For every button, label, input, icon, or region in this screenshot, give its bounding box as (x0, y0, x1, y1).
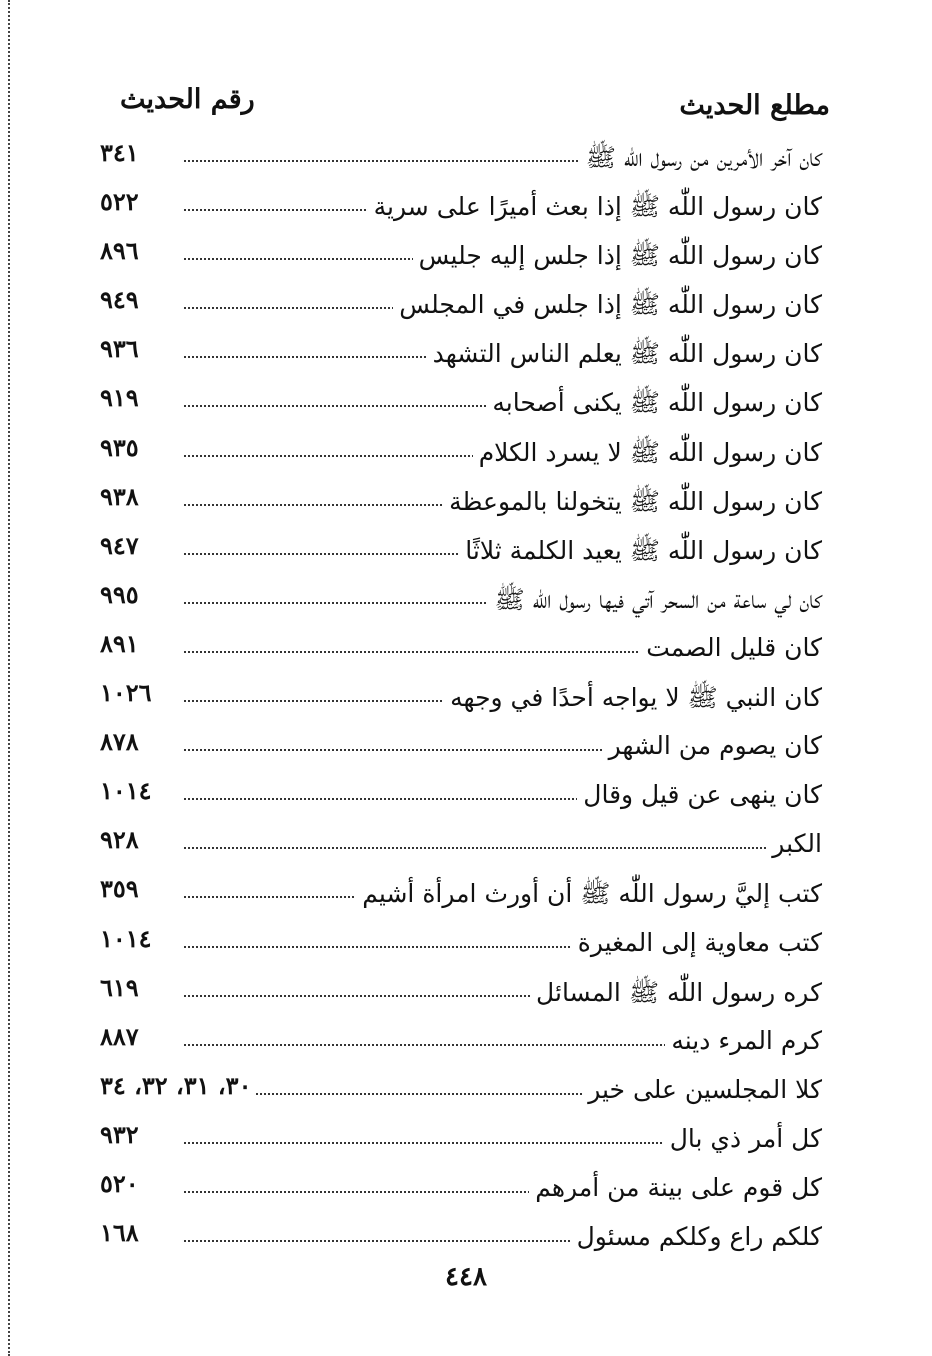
entry-text: كان رسول اللّٰه ﷺ لا يسرد الكلام (473, 437, 822, 474)
entry-text: كان ينهى عن قيل وقال (577, 780, 822, 809)
entry-number: ٩٣٢ (100, 1120, 143, 1149)
index-entry (100, 578, 822, 627)
index-entry (100, 283, 822, 332)
index-entry (100, 332, 822, 381)
entry-number: ٥٢٢ (100, 187, 143, 216)
entry-number: ٩٣٦ (100, 334, 143, 363)
index-entry (100, 971, 822, 1020)
entry-number: ٨٩١ (100, 629, 143, 658)
entry-number: ٩١٩ (100, 383, 143, 412)
entry-text: كان رسول اللّٰه ﷺ يعلم الناس التشهد (427, 338, 822, 375)
entry-number: ١٠١٤ (100, 776, 156, 805)
index-entry (100, 431, 822, 480)
index-entry (100, 627, 822, 676)
entry-text: كان رسول اللّٰه ﷺ يكنى أصحابه (486, 387, 822, 424)
entry-number: ٩٤٧ (100, 531, 143, 560)
page-number: ٤٤٨ (445, 1262, 487, 1292)
entry-number: ٨٨٧ (100, 1022, 143, 1051)
entry-text: كان رسول اللّٰه ﷺ إذا جلس في المجلس (393, 289, 822, 326)
entry-number: ١٠١٤ (100, 924, 156, 953)
entry-number: ٣٥٩ (100, 874, 143, 903)
entry-text: كان رسول اللّٰه ﷺ يعيد الكلمة ثلاثًا (459, 535, 822, 572)
index-entry (100, 529, 822, 578)
index-entry (100, 1118, 822, 1167)
entry-text: كان النبي ﷺ لا يواجه أحدًا في وجهه (444, 682, 822, 719)
entry-text: كان قليل الصمت (640, 633, 822, 662)
leader-dots (184, 847, 782, 849)
entry-number: ١٠٢٦ (100, 678, 156, 707)
index-entry (100, 1167, 822, 1216)
index-entry (100, 381, 822, 430)
entry-text: كتب إليَّ رسول اللّٰه ﷺ أن أورث امرأة أشيم (356, 878, 822, 915)
entry-text: كان رسول اللّٰه ﷺ إذا بعث أميرًا على سرية (368, 191, 822, 228)
index-entry (100, 480, 822, 529)
entry-number: ١٦٨ (100, 1218, 143, 1247)
index-entry-list (100, 136, 822, 1265)
entry-text: كره رسول اللّٰه ﷺ المسائل (530, 977, 822, 1014)
entry-number: ٩٤٩ (100, 285, 143, 314)
entry-text: كان آخر الأمرين من رسول اللّٰه ﷺ (580, 142, 822, 179)
entry-number: ٨٩٦ (100, 236, 143, 265)
entry-text: الكبر (766, 829, 822, 858)
entry-text: كتب معاوية إلى المغيرة (572, 928, 822, 957)
binding-dotted-line (8, 0, 10, 1356)
entry-text: كل قوم على بينة من أمرهم (529, 1173, 822, 1202)
index-entry (100, 1069, 822, 1118)
entry-number: ٣٤١ (100, 138, 143, 167)
index-entry (100, 823, 822, 872)
index-entry (100, 185, 822, 234)
index-entry (100, 725, 822, 774)
entry-number: ٩٣٥ (100, 433, 143, 462)
column-title-hadith-number: رقم الحديث (120, 84, 255, 115)
index-entry (100, 872, 822, 921)
entry-text: كان رسول اللّٰه ﷺ يتخولنا بالموعظة (443, 486, 822, 523)
entry-number: ٩٢٨ (100, 825, 143, 854)
entry-number: ٨٧٨ (100, 727, 143, 756)
entry-number: ٣٠، ٣١، ٣٢، ٣٤ (100, 1071, 255, 1100)
index-entry (100, 676, 822, 725)
entry-number: ٦١٩ (100, 973, 143, 1002)
entry-text: كان لي ساعة من السحر آتي فيها رسول اللّٰه ﷺ (488, 584, 822, 621)
entry-number: ٥٢٠ (100, 1169, 143, 1198)
entry-text: كان رسول اللّٰه ﷺ إذا جلس إليه جليس (413, 240, 822, 277)
column-title-hadith-opening: مطلع الحديث (679, 90, 830, 121)
index-header (110, 80, 830, 126)
entry-text: كرم المرء دينه (665, 1026, 822, 1055)
entry-text: كل أمر ذي بال (664, 1124, 822, 1153)
entry-text: كان يصوم من الشهر (603, 731, 822, 760)
entry-text: كلكم راع وكلكم مسئول (571, 1222, 822, 1251)
entry-number: ٩٣٨ (100, 482, 143, 511)
index-entry (100, 1216, 822, 1265)
index-entry (100, 1020, 822, 1069)
index-entry (100, 234, 822, 283)
index-entry (100, 774, 822, 823)
index-entry (100, 922, 822, 971)
entry-text: كلا المجلسين على خير (582, 1075, 822, 1104)
entry-number: ٩٩٥ (100, 580, 143, 609)
index-entry (100, 136, 822, 185)
